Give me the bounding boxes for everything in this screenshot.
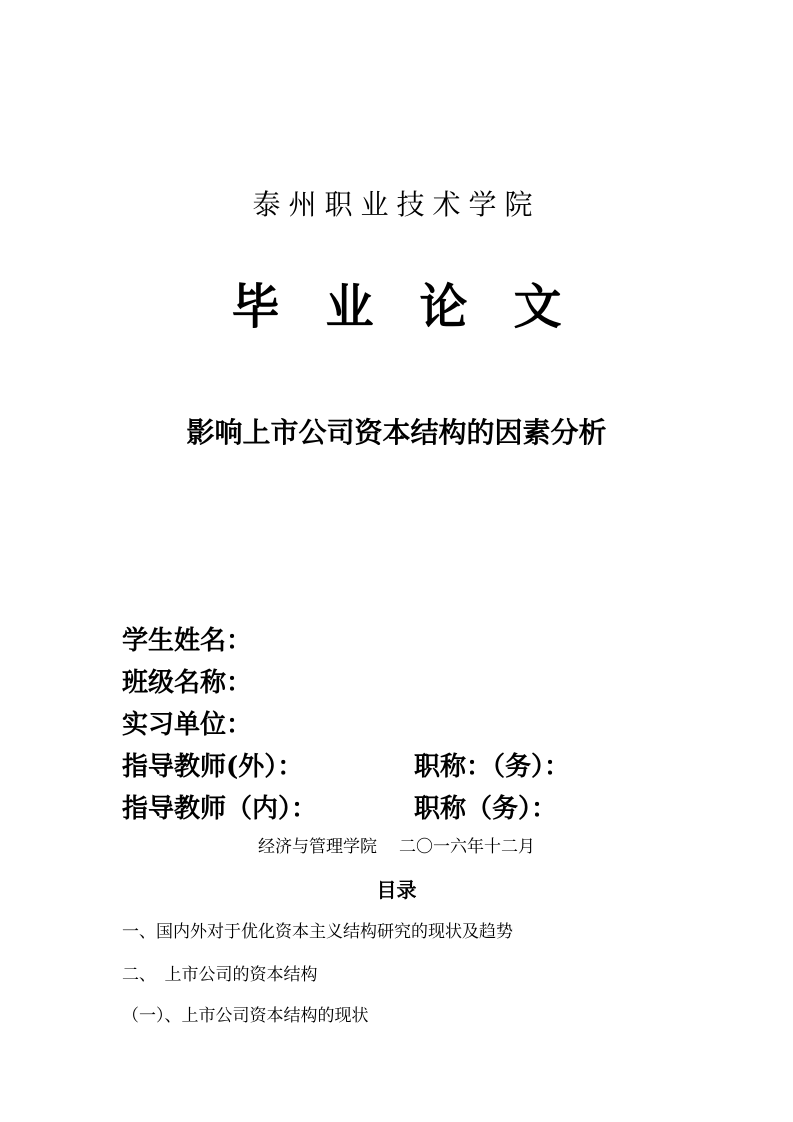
toc-item: （一）、上市公司资本结构的现状: [122, 1006, 369, 1026]
toc-heading: 目录: [376, 878, 417, 902]
class-name-label: 班级名称：: [122, 668, 253, 698]
external-advisor-title-label: 职称：（务）：: [414, 752, 571, 782]
student-name-label: 学生姓名：: [122, 626, 253, 656]
internal-advisor-title-label: 职称（务）：: [414, 794, 558, 824]
college-date-line: [0, 832, 793, 857]
document-date: 二〇一六年十二月: [399, 837, 535, 857]
external-advisor-label: 指导教师(外）：: [122, 752, 304, 782]
internship-unit-label: 实习单位：: [122, 710, 253, 740]
school-name: 泰州职业技术学院: [252, 188, 541, 221]
toc-item: 一、国内外对于优化资本主义结构研究的现状及趋势: [122, 922, 513, 942]
college-name: 经济与管理学院: [258, 837, 377, 857]
internal-advisor-label: 指导教师（内）：: [122, 794, 318, 824]
toc-item: 二、 上市公司的资本结构: [122, 965, 318, 985]
document-type-title: 毕业论文: [231, 279, 608, 335]
thesis-title: 影响上市公司资本结构的因素分析: [186, 416, 607, 449]
